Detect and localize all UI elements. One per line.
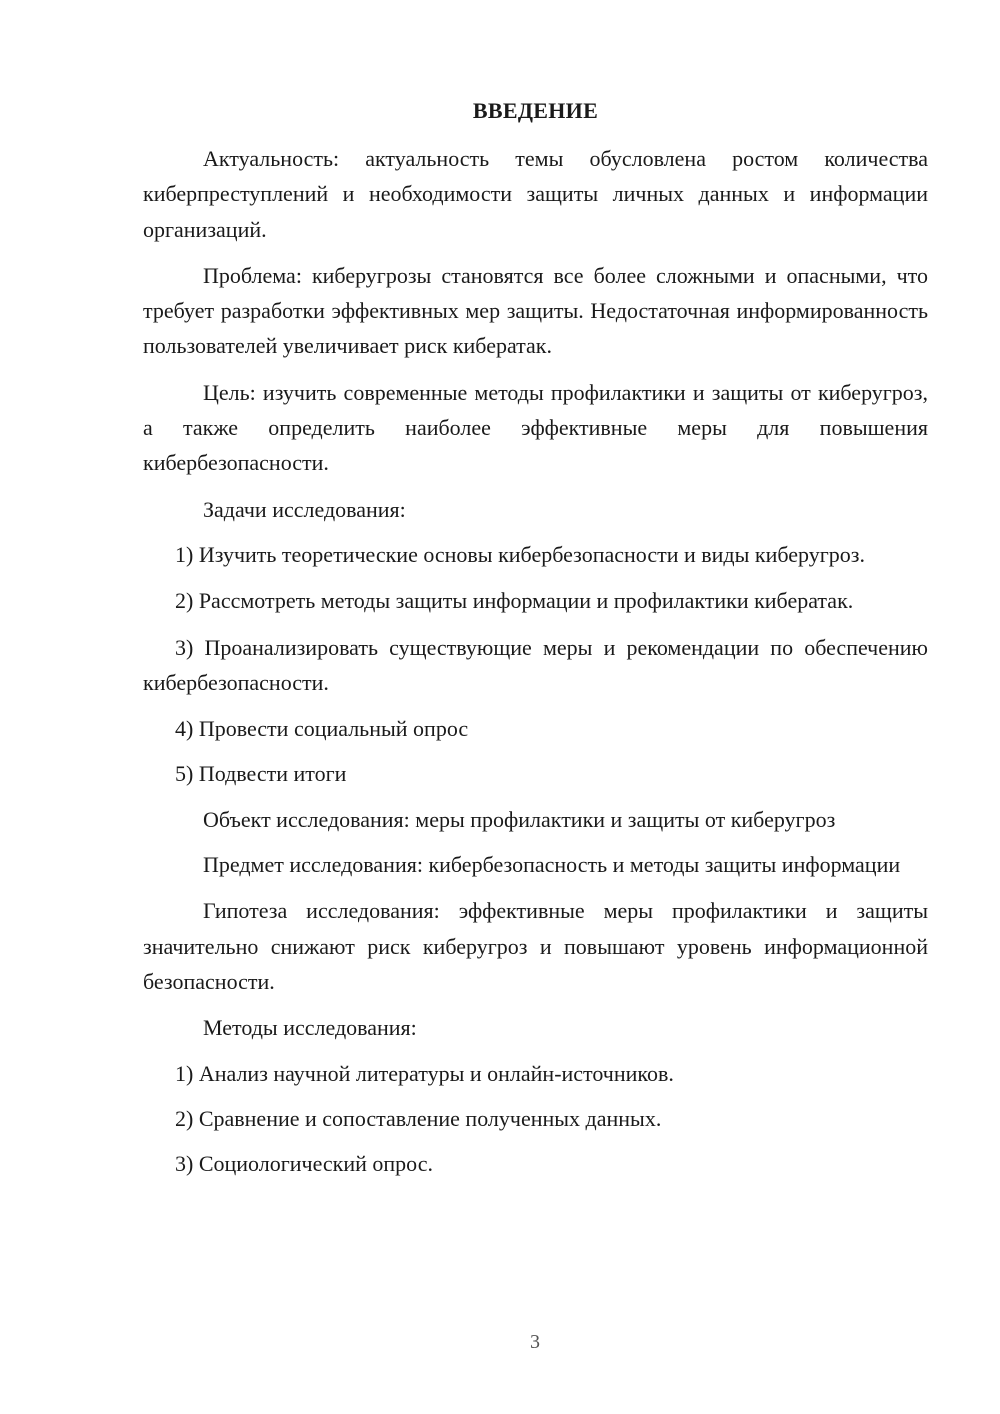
page-title: ВВЕДЕНИЕ (472, 98, 599, 123)
tasks-heading: Задачи исследования: (203, 496, 406, 522)
subject-paragraph: Предмет исследования: кибербезопасность и методы защиты информации (203, 852, 901, 878)
methods-heading: Методы исследования: (203, 1015, 417, 1041)
method-item-1: 1) Анализ научной литературы и онлайн-источников. (175, 1060, 674, 1086)
relevance-paragraph: Актуальность: актуальность темы обусловлена ростом количества киберпреступлений и необходимости защиты личных данных и информации организаций. (143, 146, 928, 242)
object-paragraph: Объект исследования: меры профилактики и защиты от киберугроз (203, 806, 836, 832)
task-item-4: 4) Провести социальный опрос (175, 716, 469, 742)
method-item-2: 2) Сравнение и сопоставление полученных данных. (175, 1105, 662, 1131)
task-item-1: 1) Изучить теоретические основы кибербезопасности и виды киберугроз. (175, 541, 865, 567)
task-item-5: 5) Подвести итоги (175, 761, 347, 787)
task-item-2: 2) Рассмотреть методы защиты информации и профилактики кибератак. (175, 588, 854, 614)
task-item-3: 3) Проанализировать существующие меры и рекомендации по обеспечению кибербезопасности. (143, 634, 928, 695)
method-item-3: 3) Социологический опрос. (175, 1151, 433, 1177)
hypothesis-paragraph: Гипотеза исследования: эффективные меры профилактики и защиты значительно снижают риск киберугроз и повышают уровень информационной безопасности. (143, 898, 928, 994)
problem-paragraph: Проблема: киберугрозы становятся все более сложными и опасными, что требует разработки эффективных мер защиты. Недостаточная информированность пользователей увеличивает риск кибератак. (143, 262, 928, 359)
goal-paragraph: Цель: изучить современные методы профилактики и защиты от киберугроз, а также определить наиболее эффективные меры для повышения кибербезопасности. (143, 379, 928, 476)
page-content (143, 93, 928, 1191)
page-number: 3 (530, 1331, 540, 1353)
